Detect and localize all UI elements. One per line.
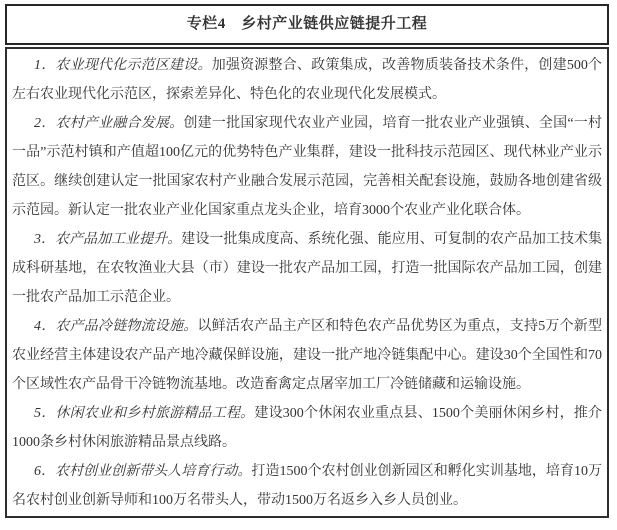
item-6-body: 打造1500个农村创业创新园区和孵化实训基地，培育10万名农村创业创新导师和100万名带头人，带动1500万名返乡入乡人员创业。 <box>12 464 603 508</box>
item-5-number: 5． <box>34 406 56 421</box>
item-3-heading: 农产品加工业提升。 <box>55 232 182 247</box>
panel-body <box>5 47 609 518</box>
list-item-6 <box>12 457 602 515</box>
item-2-number: 2． <box>34 116 56 131</box>
panel-title: 专栏4 乡村产业链供应链提升工程 <box>186 16 428 32</box>
item-1-body: 加强资源整合、政策集成，改善物质装备技术条件，创建500个左右农业现代化示范区，探索差异化、特色化的农业现代化发展模式。 <box>12 58 603 102</box>
item-3-body: 建设一批集成度高、系统化强、能应用、可复制的农产品加工技术集成科研基地，在农牧渔业大县（市）建设一批农产品加工园，打造一批国际农产品加工园，创建一批农产品加工示范企业。 <box>12 232 603 305</box>
list-item-4 <box>12 312 602 399</box>
item-4-body: 以鲜活农产品主产区和特色农产品优势区为重点，支持5万个新型农业经营主体建设农产品产地冷藏保鲜设施，建设一批产地冷链集配中心。建设30个全国性和70个区域性农产品骨干冷链物流基地。改造畜禽定点屠宰加工厂冷链储藏和运输设施。 <box>12 319 603 392</box>
item-1-heading: 农业现代化示范区建设。 <box>55 58 212 73</box>
item-3-number: 3． <box>34 232 56 247</box>
panel-title-box <box>5 4 609 45</box>
item-6-heading: 农村创业创新带头人培育行动。 <box>55 464 252 479</box>
list-item-1 <box>12 51 602 109</box>
item-5-heading: 休闲农业和乡村旅游精品工程。 <box>55 406 255 421</box>
item-2-heading: 农村产业融合发展。 <box>55 116 184 131</box>
item-5-body: 建设300个休闲农业重点县、1500个美丽休闲乡村，推介1000条乡村休闲旅游精品景点线路。 <box>12 406 603 450</box>
item-4-number: 4． <box>34 319 56 334</box>
list-item-5 <box>12 399 602 457</box>
item-4-heading: 农产品冷链物流设施。 <box>55 319 198 334</box>
item-2-body: 创建一批国家现代农业产业园，培育一批农业产业强镇、全国“一村一品”示范村镇和产值超100亿元的优势特色产业集群，建设一批科技示范园区、现代林业产业示范区。继续创建认定一批国家农村产业融合发展示范园，完善相关配套设施，鼓励各地创建省级示范园。新认定一批农业产业化国家重点龙头企业，培育3000个农业产业化联合体。 <box>12 116 603 218</box>
list-item-3 <box>12 225 602 312</box>
item-6-number: 6． <box>34 464 56 479</box>
list-item-2 <box>12 109 602 225</box>
item-1-number: 1． <box>34 58 56 73</box>
